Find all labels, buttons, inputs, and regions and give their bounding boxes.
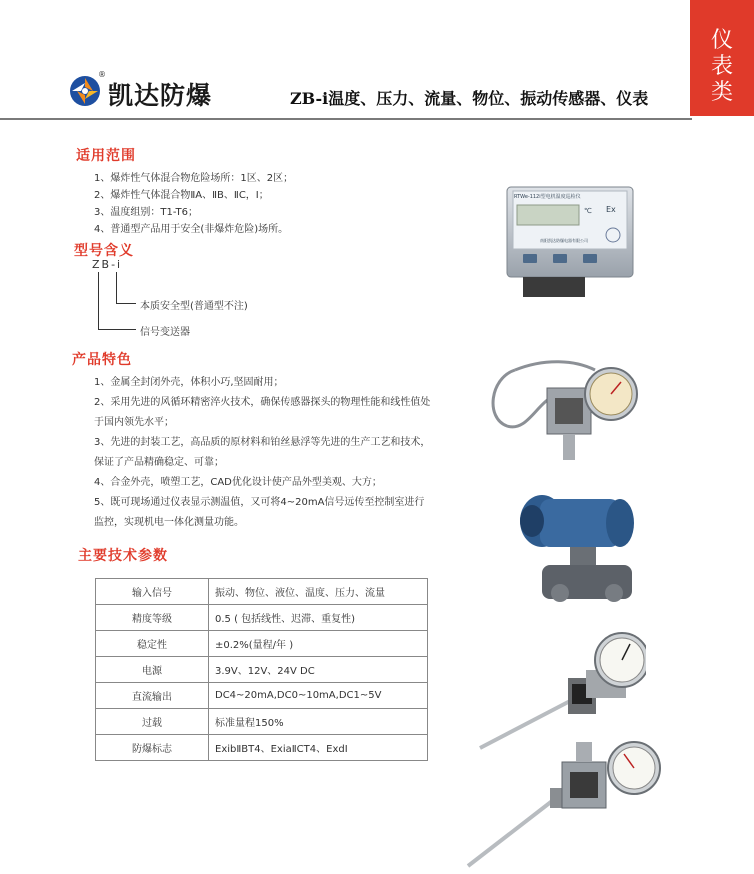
gauge-transmitter-image	[485, 358, 645, 468]
spec-key: 精度等级	[96, 605, 209, 631]
feature-item: 1、金属全封闭外壳，体积小巧,坚固耐用；	[94, 377, 284, 388]
table-row	[96, 605, 428, 631]
category-tab-char: 仪	[710, 28, 733, 53]
table-row	[96, 631, 428, 657]
applicable-range-item: 1、爆炸性气体混合物危险场所：1区、2区；	[94, 173, 294, 184]
table-row	[96, 709, 428, 735]
display-unit-unit: ℃	[584, 207, 592, 215]
feature-item: 5、既可现场通过仪表显示测温值，又可将4~20mA信号远传至控制室进行监控，实现机电一体化测量功能。	[94, 497, 425, 528]
applicable-range-item: 2、爆炸性气体混合物ⅡA、ⅡB、ⅡC，Ⅰ；	[94, 190, 269, 201]
spec-value: 0.5 ( 包括线性、迟滞、重复性)	[209, 605, 428, 631]
display-unit-ex-mark: Ex	[606, 205, 616, 214]
page-headline: ZB-i温度、压力、流量、物位、振动传感器、仪表	[290, 89, 649, 108]
feature-item: 3、先进的封装工艺，高品质的原材料和铂丝悬浮等先进的生产工艺和技术，保证了产品精确稳定、可靠；	[94, 437, 431, 468]
gauge-long-probe-image	[464, 738, 664, 870]
tree-line	[98, 272, 99, 330]
spec-key: 过载	[96, 709, 209, 735]
table-row	[96, 579, 428, 605]
model-code: ZB-i	[92, 258, 123, 271]
spec-value: 振动、物位、液位、温度、压力、流量	[209, 579, 428, 605]
spec-key: 直流输出	[96, 683, 209, 709]
spec-value: ±0.2%(量程/年 )	[209, 631, 428, 657]
table-row	[96, 735, 428, 761]
specs-title: 主要技术参数	[78, 548, 168, 564]
spec-value: 3.9V、12V、24V DC	[209, 657, 428, 683]
feature-item: 4、合金外壳，喷塑工艺，CAD优化设计使产品外型美观、大方；	[94, 477, 382, 488]
category-tab	[690, 0, 754, 116]
tree-line	[116, 272, 117, 304]
display-unit-model: RTWe-112i型电机温度巡检仪	[514, 194, 581, 200]
brand-name: 凯达防爆	[108, 81, 213, 110]
tree-line	[98, 329, 136, 330]
bimetal-gauge-probe-image	[476, 630, 646, 755]
header-divider	[0, 118, 692, 120]
spec-key: 电源	[96, 657, 209, 683]
pressure-transmitter-image	[512, 493, 642, 618]
model-label-transmitter: 信号变送器	[140, 327, 190, 338]
table-row	[96, 657, 428, 683]
applicable-range-item: 4、普通型产品用于安全(非爆炸危险)场所。	[94, 224, 289, 235]
display-unit-maker: 南阳凯达防爆电器有限公司	[540, 238, 588, 243]
table-row	[96, 683, 428, 709]
brand-logo-icon	[68, 74, 102, 108]
applicable-range-item: 3、温度组别：T1-T6；	[94, 207, 198, 218]
spec-key: 稳定性	[96, 631, 209, 657]
registered-mark: ®	[98, 70, 106, 79]
spec-value: 标准量程150%	[209, 709, 428, 735]
feature-item: 2、采用先进的风循环精密淬火技术，确保传感器探头的物理性能和线性值处于国内领先水平；	[94, 397, 431, 428]
applicable-range-title: 适用范围	[76, 148, 136, 164]
tree-line	[116, 303, 136, 304]
specs-table	[95, 578, 428, 761]
spec-key: 防爆标志	[96, 735, 209, 761]
spec-value: ExibⅡBT4、ExiaⅡCT4、ExdⅠ	[209, 735, 428, 761]
model-label-intrinsic-safety: 本质安全型(普通型不注)	[140, 301, 248, 312]
spec-value: DC4~20mA,DC0~10mA,DC1~5V	[209, 683, 428, 709]
model-meaning-title: 型号含义	[74, 243, 134, 259]
category-tab-char: 表	[710, 54, 733, 79]
category-tab-char: 类	[710, 80, 733, 105]
features-title: 产品特色	[72, 352, 132, 368]
spec-key: 输入信号	[96, 579, 209, 605]
